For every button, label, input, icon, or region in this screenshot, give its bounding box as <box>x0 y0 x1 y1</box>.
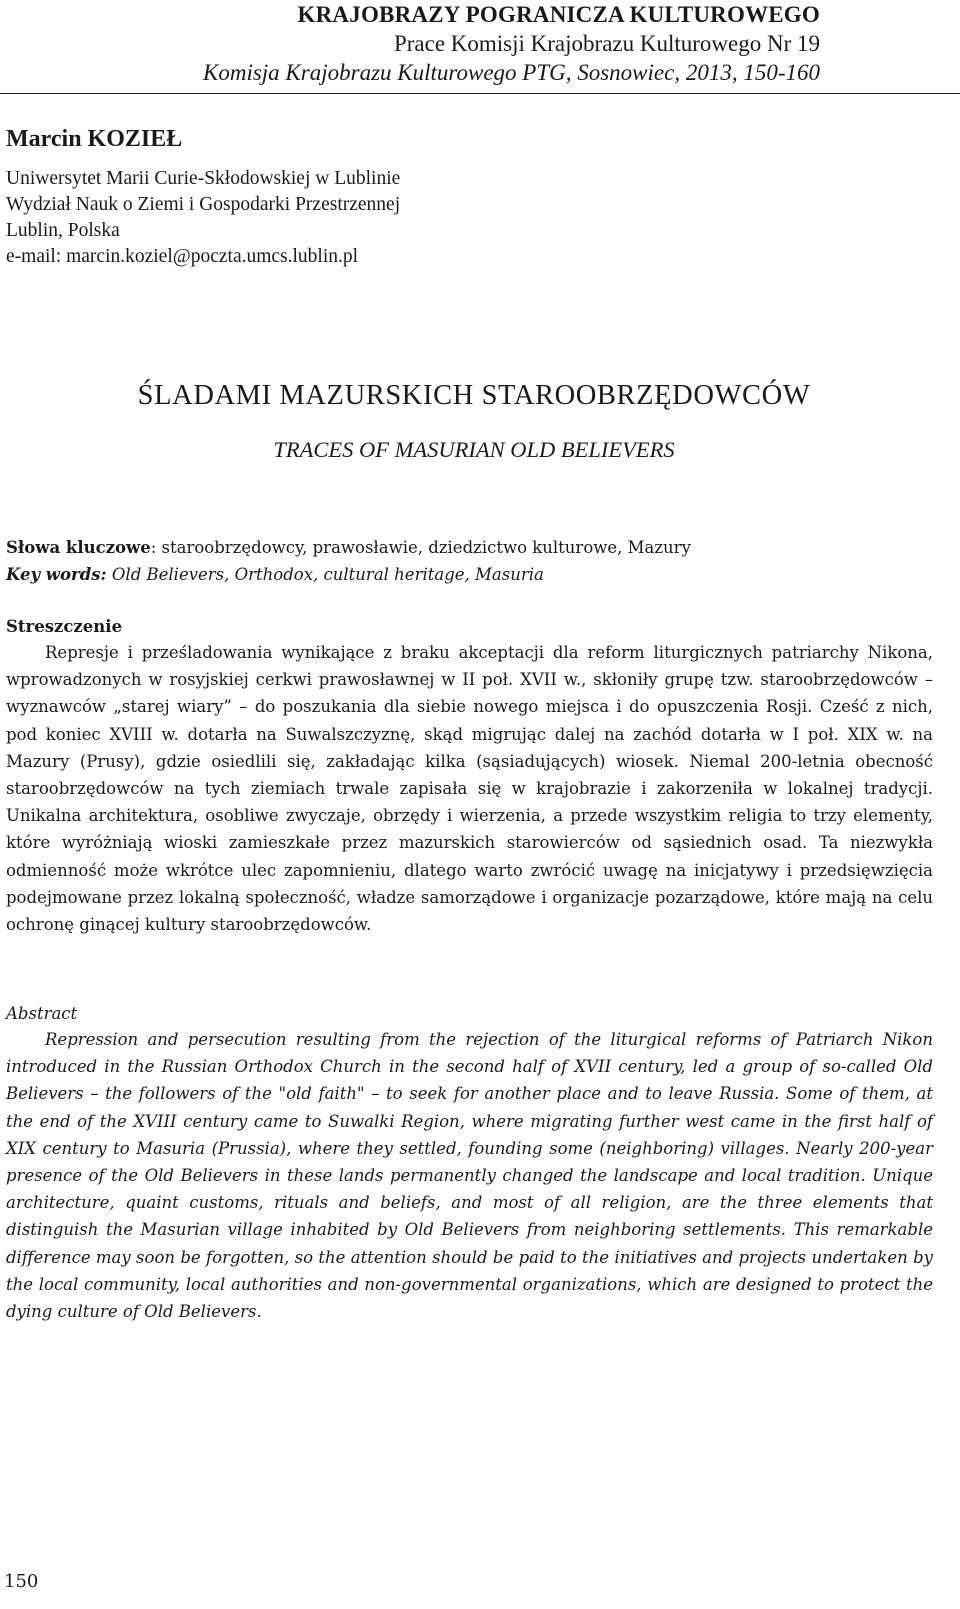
article-title-english: TRACES OF MASURIAN OLD BELIEVERS <box>273 437 675 462</box>
summary-section <box>6 617 933 938</box>
author-location: Lublin, Polska <box>6 220 120 241</box>
page-number: 150 <box>4 1571 39 1592</box>
keywords-polish <box>6 534 950 561</box>
author-affiliation-university: Uniwersytet Marii Curie-Skłodowskiej w Lublinie <box>6 168 401 189</box>
keywords-english-text: Old Believers, Orthodox, cultural heritage, Masuria <box>106 565 544 584</box>
journal-citation: Komisja Krajobrazu Kulturowego PTG, Sosnowiec, 2013, 150-160 <box>203 60 820 85</box>
author-name <box>6 124 606 154</box>
keywords-english-label: Key words: <box>6 565 107 584</box>
author-block <box>6 124 606 270</box>
header-divider <box>0 93 960 94</box>
keywords-polish-label: Słowa kluczowe <box>6 538 151 557</box>
summary-text: Represje i prześladowania wynikające z braku akceptacji dla reform liturgicznych patriarchy Nikona, wprowadzonych w rosyjskiej cerkwi prawosławnej w II poł. XVII w., skłoniły grupę tzw. staroobrzędowców – wyznawców „starej wiary” – do poszukania dla siebie nowego miejsca i do opuszczenia Rosji. Cześć z nich, pod koniec XVIII w. dotarła na Suwalszczyznę, skąd migrując dalej na zachód dotarła w I poł. XIX w. na Mazury (Prusy), gdzie osiedlili się, zakładając kilka (sąsiadujących) wiosek. Niemal 200-letnia obecność staroobrzędowców na tych ziemiach trwale zapisała się w krajobrazie i zakorzeniła w lokalnej tradycji. Unikalna architektura, osobliwe zwyczaje, obrzędy i wierzenia, a przede wszystkim religia to trzy elementy, które wyróżniają wioski zamieszkałe przez mazurskich starowierców od sąsiednich osad. Ta niezwykła odmienność może wkrótce ulec zapomnieniu, dlatego warto zwrócić uwagę na inicjatywy i przedsięwzięcia podejmowane przez lokalną społeczność, władze samorządowe i organizacje pozarządowe, które mają na celu ochronę ginącej kultury staroobrzędowców. <box>6 643 933 935</box>
journal-header <box>120 0 820 87</box>
keywords-english <box>6 561 950 588</box>
keywords-polish-text: : staroobrzędowcy, prawosławie, dziedzictwo kulturowe, Mazury <box>150 538 691 557</box>
abstract-text: Repression and persecution resulting from the rejection of the liturgical reforms of Patriarch Nikon introduced in the Russian Orthodox Church in the second half of XVII century, led a group of so-called Old Believers – the followers of the "old faith" – to seek for another place and to leave Russia. Some of them, at the end of the XVIII century came to Suwalki Region, where migrating further west came in the first half of XIX century to Masuria (Prussia), where they settled, founding some (neighboring) villages. Nearly 200-year presence of the Old Believers in these lands permanently changed the landscape and local tradition. Unique architecture, quaint customs, rituals and beliefs, and most of all religion, are the three elements that distinguish the Masurian village inhabited by Old Believers from neighboring settlements. This remarkable difference may soon be forgotten, so the attention should be paid to the initiatives and projects undertaken by the local community, local authorities and non-governmental organizations, which are designed to protect the dying culture of Old Believers. <box>6 1030 933 1322</box>
author-last-name: KOZIEŁ <box>87 126 183 152</box>
article-title-polish: ŚLADAMI MAZURSKICH STAROOBRZĘDOWCÓW <box>137 380 811 411</box>
abstract-heading: Abstract <box>6 1004 78 1023</box>
series-title: KRAJOBRAZY POGRANICZA KULTUROWEGO <box>297 2 820 27</box>
keywords-block <box>6 534 950 588</box>
summary-heading: Streszczenie <box>6 617 123 636</box>
author-affiliation-faculty: Wydział Nauk o Ziemi i Gospodarki Przestrzennej <box>6 194 401 215</box>
series-subtitle: Prace Komisji Krajobrazu Kulturowego Nr 19 <box>393 31 820 56</box>
abstract-section <box>6 1004 933 1325</box>
author-first-name: Marcin <box>6 126 82 152</box>
author-email: e-mail: marcin.koziel@poczta.umcs.lublin.pl <box>6 246 359 267</box>
